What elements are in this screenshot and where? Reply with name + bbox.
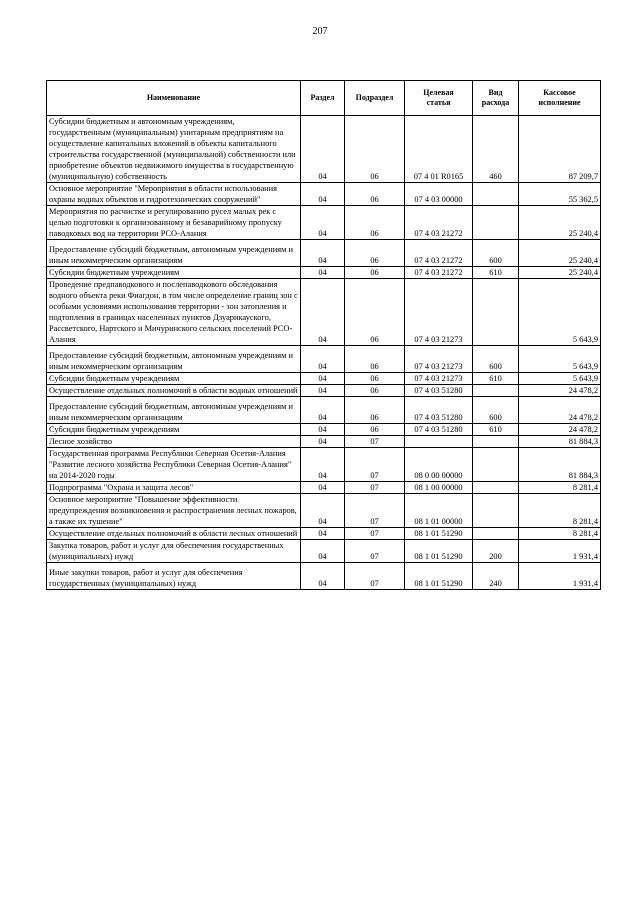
row-amount: 55 362,5 bbox=[519, 183, 601, 206]
row-amount: 81 884,3 bbox=[519, 436, 601, 448]
row-target: 07 4 03 51280 bbox=[405, 385, 473, 397]
header-kind: Вид расхода bbox=[473, 81, 519, 116]
row-subsection: 06 bbox=[345, 240, 405, 267]
row-name: Осуществление отдельных полномочий в области водных отношений bbox=[47, 385, 301, 397]
table-header-row bbox=[47, 81, 601, 116]
row-name: Лесное хозяйство bbox=[47, 436, 301, 448]
table-row bbox=[47, 448, 601, 482]
row-amount: 25 240,4 bbox=[519, 240, 601, 267]
row-subsection: 06 bbox=[345, 279, 405, 346]
row-target: 07 4 03 21272 bbox=[405, 267, 473, 279]
row-section: 04 bbox=[301, 494, 345, 528]
header-cash: Кассовое исполнение bbox=[519, 81, 601, 116]
header-section: Раздел bbox=[301, 81, 345, 116]
table-row bbox=[47, 373, 601, 385]
row-target: 08 1 01 51290 bbox=[405, 528, 473, 540]
row-section: 04 bbox=[301, 373, 345, 385]
row-subsection: 06 bbox=[345, 267, 405, 279]
row-kind: 600 bbox=[473, 346, 519, 373]
row-amount: 1 931,4 bbox=[519, 563, 601, 590]
row-section: 04 bbox=[301, 183, 345, 206]
row-target: 07 4 03 00000 bbox=[405, 183, 473, 206]
row-target bbox=[405, 436, 473, 448]
budget-table bbox=[46, 80, 601, 590]
row-kind bbox=[473, 206, 519, 240]
row-target: 07 4 03 21273 bbox=[405, 279, 473, 346]
row-section: 04 bbox=[301, 385, 345, 397]
row-section: 04 bbox=[301, 397, 345, 424]
row-section: 04 bbox=[301, 563, 345, 590]
row-kind: 610 bbox=[473, 424, 519, 436]
row-section: 04 bbox=[301, 436, 345, 448]
table-row bbox=[47, 436, 601, 448]
row-amount: 25 240,4 bbox=[519, 206, 601, 240]
row-kind bbox=[473, 494, 519, 528]
table-row bbox=[47, 540, 601, 563]
header-subsection: Подраздел bbox=[345, 81, 405, 116]
row-kind bbox=[473, 183, 519, 206]
row-amount: 5 643,9 bbox=[519, 373, 601, 385]
row-target: 08 0 00 00000 bbox=[405, 448, 473, 482]
row-section: 04 bbox=[301, 240, 345, 267]
row-amount: 8 281,4 bbox=[519, 494, 601, 528]
row-kind: 610 bbox=[473, 267, 519, 279]
row-target: 07 4 03 51280 bbox=[405, 424, 473, 436]
row-kind: 600 bbox=[473, 397, 519, 424]
row-amount: 8 281,4 bbox=[519, 482, 601, 494]
row-subsection: 06 bbox=[345, 397, 405, 424]
row-amount: 1 931,4 bbox=[519, 540, 601, 563]
table-row bbox=[47, 482, 601, 494]
row-kind: 200 bbox=[473, 540, 519, 563]
row-name: Субсидии бюджетным учреждениям bbox=[47, 267, 301, 279]
row-subsection: 06 bbox=[345, 116, 405, 183]
table-row bbox=[47, 385, 601, 397]
row-subsection: 07 bbox=[345, 436, 405, 448]
page-number: 207 bbox=[312, 26, 328, 37]
table-row bbox=[47, 183, 601, 206]
row-subsection: 07 bbox=[345, 482, 405, 494]
row-amount: 8 281,4 bbox=[519, 528, 601, 540]
row-target: 08 1 00 00000 bbox=[405, 482, 473, 494]
row-subsection: 06 bbox=[345, 346, 405, 373]
row-subsection: 07 bbox=[345, 448, 405, 482]
row-target: 08 1 01 00000 bbox=[405, 494, 473, 528]
row-name: Предоставление субсидий бюджетным, автономным учреждениям и иным некоммерческим организациям bbox=[47, 397, 301, 424]
table-row bbox=[47, 240, 601, 267]
row-amount: 5 643,9 bbox=[519, 346, 601, 373]
row-amount: 5 643,9 bbox=[519, 279, 601, 346]
row-kind bbox=[473, 482, 519, 494]
row-section: 04 bbox=[301, 279, 345, 346]
row-section: 04 bbox=[301, 346, 345, 373]
row-section: 04 bbox=[301, 482, 345, 494]
row-subsection: 07 bbox=[345, 528, 405, 540]
row-amount: 87 209,7 bbox=[519, 116, 601, 183]
table-row bbox=[47, 563, 601, 590]
row-amount: 24 478,2 bbox=[519, 385, 601, 397]
row-amount: 24 478,2 bbox=[519, 424, 601, 436]
row-section: 04 bbox=[301, 116, 345, 183]
table-row bbox=[47, 346, 601, 373]
row-kind: 600 bbox=[473, 240, 519, 267]
row-kind bbox=[473, 279, 519, 346]
row-subsection: 06 bbox=[345, 373, 405, 385]
row-target: 07 4 03 21273 bbox=[405, 346, 473, 373]
table-row bbox=[47, 528, 601, 540]
row-name: Субсидии бюджетным учреждениям bbox=[47, 424, 301, 436]
row-kind bbox=[473, 436, 519, 448]
row-name: Предоставление субсидий бюджетным, автономным учреждениям и иным некоммерческим организациям bbox=[47, 346, 301, 373]
row-target: 08 1 01 51290 bbox=[405, 540, 473, 563]
table-row bbox=[47, 267, 601, 279]
row-section: 04 bbox=[301, 424, 345, 436]
row-name: Подпрограмма "Охрана и защита лесов" bbox=[47, 482, 301, 494]
row-amount: 81 884,3 bbox=[519, 448, 601, 482]
row-subsection: 07 bbox=[345, 540, 405, 563]
row-kind bbox=[473, 448, 519, 482]
table-row bbox=[47, 397, 601, 424]
row-target: 07 4 03 51280 bbox=[405, 397, 473, 424]
row-subsection: 06 bbox=[345, 183, 405, 206]
row-name: Предоставление субсидий бюджетным, автономным учреждениям и иным некоммерческим организациям bbox=[47, 240, 301, 267]
row-section: 04 bbox=[301, 528, 345, 540]
row-kind: 460 bbox=[473, 116, 519, 183]
header-name: Наименование bbox=[47, 81, 301, 116]
row-name: Закупка товаров, работ и услуг для обеспечения государственных (муниципальных) нужд bbox=[47, 540, 301, 563]
row-kind: 240 bbox=[473, 563, 519, 590]
row-section: 04 bbox=[301, 448, 345, 482]
row-section: 04 bbox=[301, 540, 345, 563]
table-row bbox=[47, 116, 601, 183]
row-name: Субсидии бюджетным учреждениям bbox=[47, 373, 301, 385]
row-subsection: 06 bbox=[345, 385, 405, 397]
row-target: 07 4 03 21272 bbox=[405, 240, 473, 267]
table-row bbox=[47, 494, 601, 528]
row-kind bbox=[473, 385, 519, 397]
row-name: Основное мероприятие "Повышение эффективности предупреждения возникновения и распространения лесных пожаров, а также их тушение" bbox=[47, 494, 301, 528]
row-amount: 24 478,2 bbox=[519, 397, 601, 424]
row-kind: 610 bbox=[473, 373, 519, 385]
row-section: 04 bbox=[301, 267, 345, 279]
header-target: Целевая статья bbox=[405, 81, 473, 116]
table-row bbox=[47, 424, 601, 436]
row-kind bbox=[473, 528, 519, 540]
row-target: 07 4 03 21273 bbox=[405, 373, 473, 385]
row-name: Мероприятия по расчистке и регулированию русел малых рек с целью подготовки к организованному и безаварийному пропуску паводковых вод на территории РСО-Алания bbox=[47, 206, 301, 240]
row-name: Субсидии бюджетным и автономным учреждениям, государственным (муниципальным) унитарным предприятиям на осуществление капитальных вложений в объекты капитального строительства государственной (муниципальной) собственности или приобретение объектов недвижимого имущества в государственную (муниципальную) собственность bbox=[47, 116, 301, 183]
table-row bbox=[47, 206, 601, 240]
row-target: 07 4 03 21272 bbox=[405, 206, 473, 240]
row-name: Проведение предпаводкового и послепаводкового обследования водного объекта реки Фиагдон, в том числе определение границ зон с особыми условиями использования территории - зон затопления и подтопления в границах населенных пунктов Дзуарикауского, Рассветского, Нартского и Мичуринского сельских поселений РСО-Алания bbox=[47, 279, 301, 346]
row-name: Иные закупки товаров, работ и услуг для обеспечения государственных (муниципальных) нужд bbox=[47, 563, 301, 590]
row-target: 07 4 01 R0165 bbox=[405, 116, 473, 183]
row-subsection: 07 bbox=[345, 494, 405, 528]
row-section: 04 bbox=[301, 206, 345, 240]
row-name: Основное мероприятие "Мероприятия в области использования охраны водных объектов и гидротехнических сооружений" bbox=[47, 183, 301, 206]
row-amount: 25 240,4 bbox=[519, 267, 601, 279]
row-subsection: 07 bbox=[345, 563, 405, 590]
row-name: Государственная программа Республики Северная Осетия-Алания "Развитие лесного хозяйства Республики Северная Осетия-Алания" на 2014-2020 годы bbox=[47, 448, 301, 482]
row-target: 08 1 01 51290 bbox=[405, 563, 473, 590]
row-subsection: 06 bbox=[345, 206, 405, 240]
row-subsection: 06 bbox=[345, 424, 405, 436]
table-row bbox=[47, 279, 601, 346]
row-name: Осуществление отдельных полномочий в области лесных отношений bbox=[47, 528, 301, 540]
